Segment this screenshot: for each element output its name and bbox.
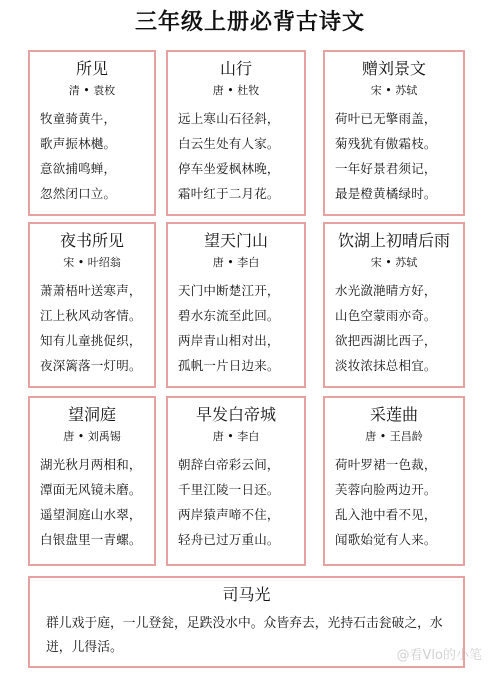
poem-title: 饮湖上初晴后雨 [337, 231, 450, 250]
poem-line: 牧童骑黄牛， [40, 111, 117, 126]
poem-lines [30, 106, 154, 206]
prose-text: 群儿戏于庭，一儿登瓮，足跌没水中。众皆弃去，光持石击瓮破之，水迸，儿得活。 [46, 616, 443, 655]
poem-line: 两岸猿声啼不住， [178, 507, 280, 522]
poem-line: 闻歌始觉有人来。 [335, 532, 437, 547]
poem-line: 乱入池中看不见， [335, 507, 437, 522]
poem-line: 山色空蒙雨亦奇。 [335, 308, 437, 323]
poem-lines [168, 106, 304, 206]
poem-line: 芙蓉向脸两边开。 [335, 482, 437, 497]
poem-line: 歌声振林樾。 [40, 136, 117, 151]
poem-card-wangdongting [28, 396, 156, 566]
poem-author: 宋 • 叶绍翁 [63, 256, 121, 269]
poem-title: 望洞庭 [67, 405, 116, 424]
poem-title: 夜书所见 [59, 231, 124, 250]
poem-lines [30, 452, 154, 552]
poem-line: 淡妆浓抹总相宜。 [335, 358, 437, 373]
poem-card-yeshusuojian [28, 222, 156, 388]
poem-line: 千里江陵一日还。 [178, 482, 280, 497]
poem-title: 山行 [219, 59, 252, 78]
poem-line: 江上秋风动客情。 [40, 308, 142, 323]
prose-card-simaguang [28, 576, 465, 668]
poem-card-cailianqu [323, 396, 465, 566]
page-title: 三年级上册必背古诗文 [134, 9, 365, 35]
poem-line: 两岸青山相对出， [178, 333, 280, 348]
poem-line: 朝辞白帝彩云间， [178, 457, 280, 472]
poem-lines [325, 452, 463, 552]
poem-author: 宋 • 苏轼 [370, 256, 418, 269]
poem-author: 唐 • 李白 [212, 430, 260, 443]
poem-line: 一年好景君须记， [335, 161, 437, 176]
poem-line: 荷叶已无擎雨盖， [335, 111, 437, 126]
poem-card-zengliujingwen [323, 50, 465, 216]
poem-author: 唐 • 刘禹锡 [63, 430, 121, 443]
poem-line: 夜深篱落一灯明。 [40, 358, 142, 373]
poem-line: 水光潋滟晴方好， [335, 283, 437, 298]
poem-line: 知有儿童挑促织， [40, 333, 142, 348]
poem-card-wangtianmenshan [166, 222, 306, 388]
poem-line: 菊残犹有傲霜枝。 [335, 136, 437, 151]
poem-lines [325, 106, 463, 206]
poem-line: 潭面无风镜未磨。 [40, 482, 142, 497]
poem-line: 碧水东流至此回。 [178, 308, 280, 323]
poem-line: 萧萧梧叶送寒声， [40, 283, 142, 298]
poem-line: 遥望洞庭山水翠， [40, 507, 142, 522]
poem-line: 轻舟已过万重山。 [178, 532, 280, 547]
poem-line: 孤帆一片日边来。 [178, 358, 280, 373]
poem-line: 白云生处有人家。 [178, 136, 280, 151]
poem-line: 远上寒山石径斜， [178, 111, 280, 126]
poem-line: 欲把西湖比西子， [335, 333, 437, 348]
poem-line: 最是橙黄橘绿时。 [335, 186, 437, 201]
poem-author: 唐 • 李白 [212, 256, 260, 269]
poem-line: 忽然闭口立。 [40, 186, 117, 201]
poem-card-zaofabaidicheng [166, 396, 306, 566]
poem-title: 赠刘景文 [361, 59, 426, 78]
poem-author: 宋 • 苏轼 [370, 84, 418, 97]
poem-line: 意欲捕鸣蝉， [40, 161, 117, 176]
poem-author: 清 • 袁枚 [68, 84, 116, 97]
poem-card-yinhushang [323, 222, 465, 388]
poem-lines [168, 278, 304, 378]
poem-title: 早发白帝城 [195, 405, 276, 424]
poem-line: 荷叶罗裙一色裁， [335, 457, 437, 472]
poem-card-shanxing [166, 50, 306, 216]
watermark: @看Vlo的小笔 [396, 648, 482, 663]
poem-title: 采莲曲 [369, 405, 418, 424]
poem-line: 湖光秋月两相和， [40, 457, 142, 472]
poem-line: 霜叶红于二月花。 [178, 186, 280, 201]
poem-author: 唐 • 王昌龄 [365, 430, 423, 443]
poem-line: 天门中断楚江开， [178, 283, 280, 298]
poem-lines [30, 278, 154, 378]
prose-title: 司马光 [222, 585, 271, 604]
poem-lines [168, 452, 304, 552]
poem-author: 唐 • 杜牧 [212, 84, 260, 97]
poem-line: 白银盘里一青螺。 [40, 532, 142, 547]
poem-title: 所见 [75, 59, 108, 78]
poem-line: 停车坐爱枫林晚， [178, 161, 280, 176]
poem-title: 望天门山 [203, 231, 268, 250]
poem-card-suojian [28, 50, 156, 216]
poem-lines [325, 278, 463, 378]
